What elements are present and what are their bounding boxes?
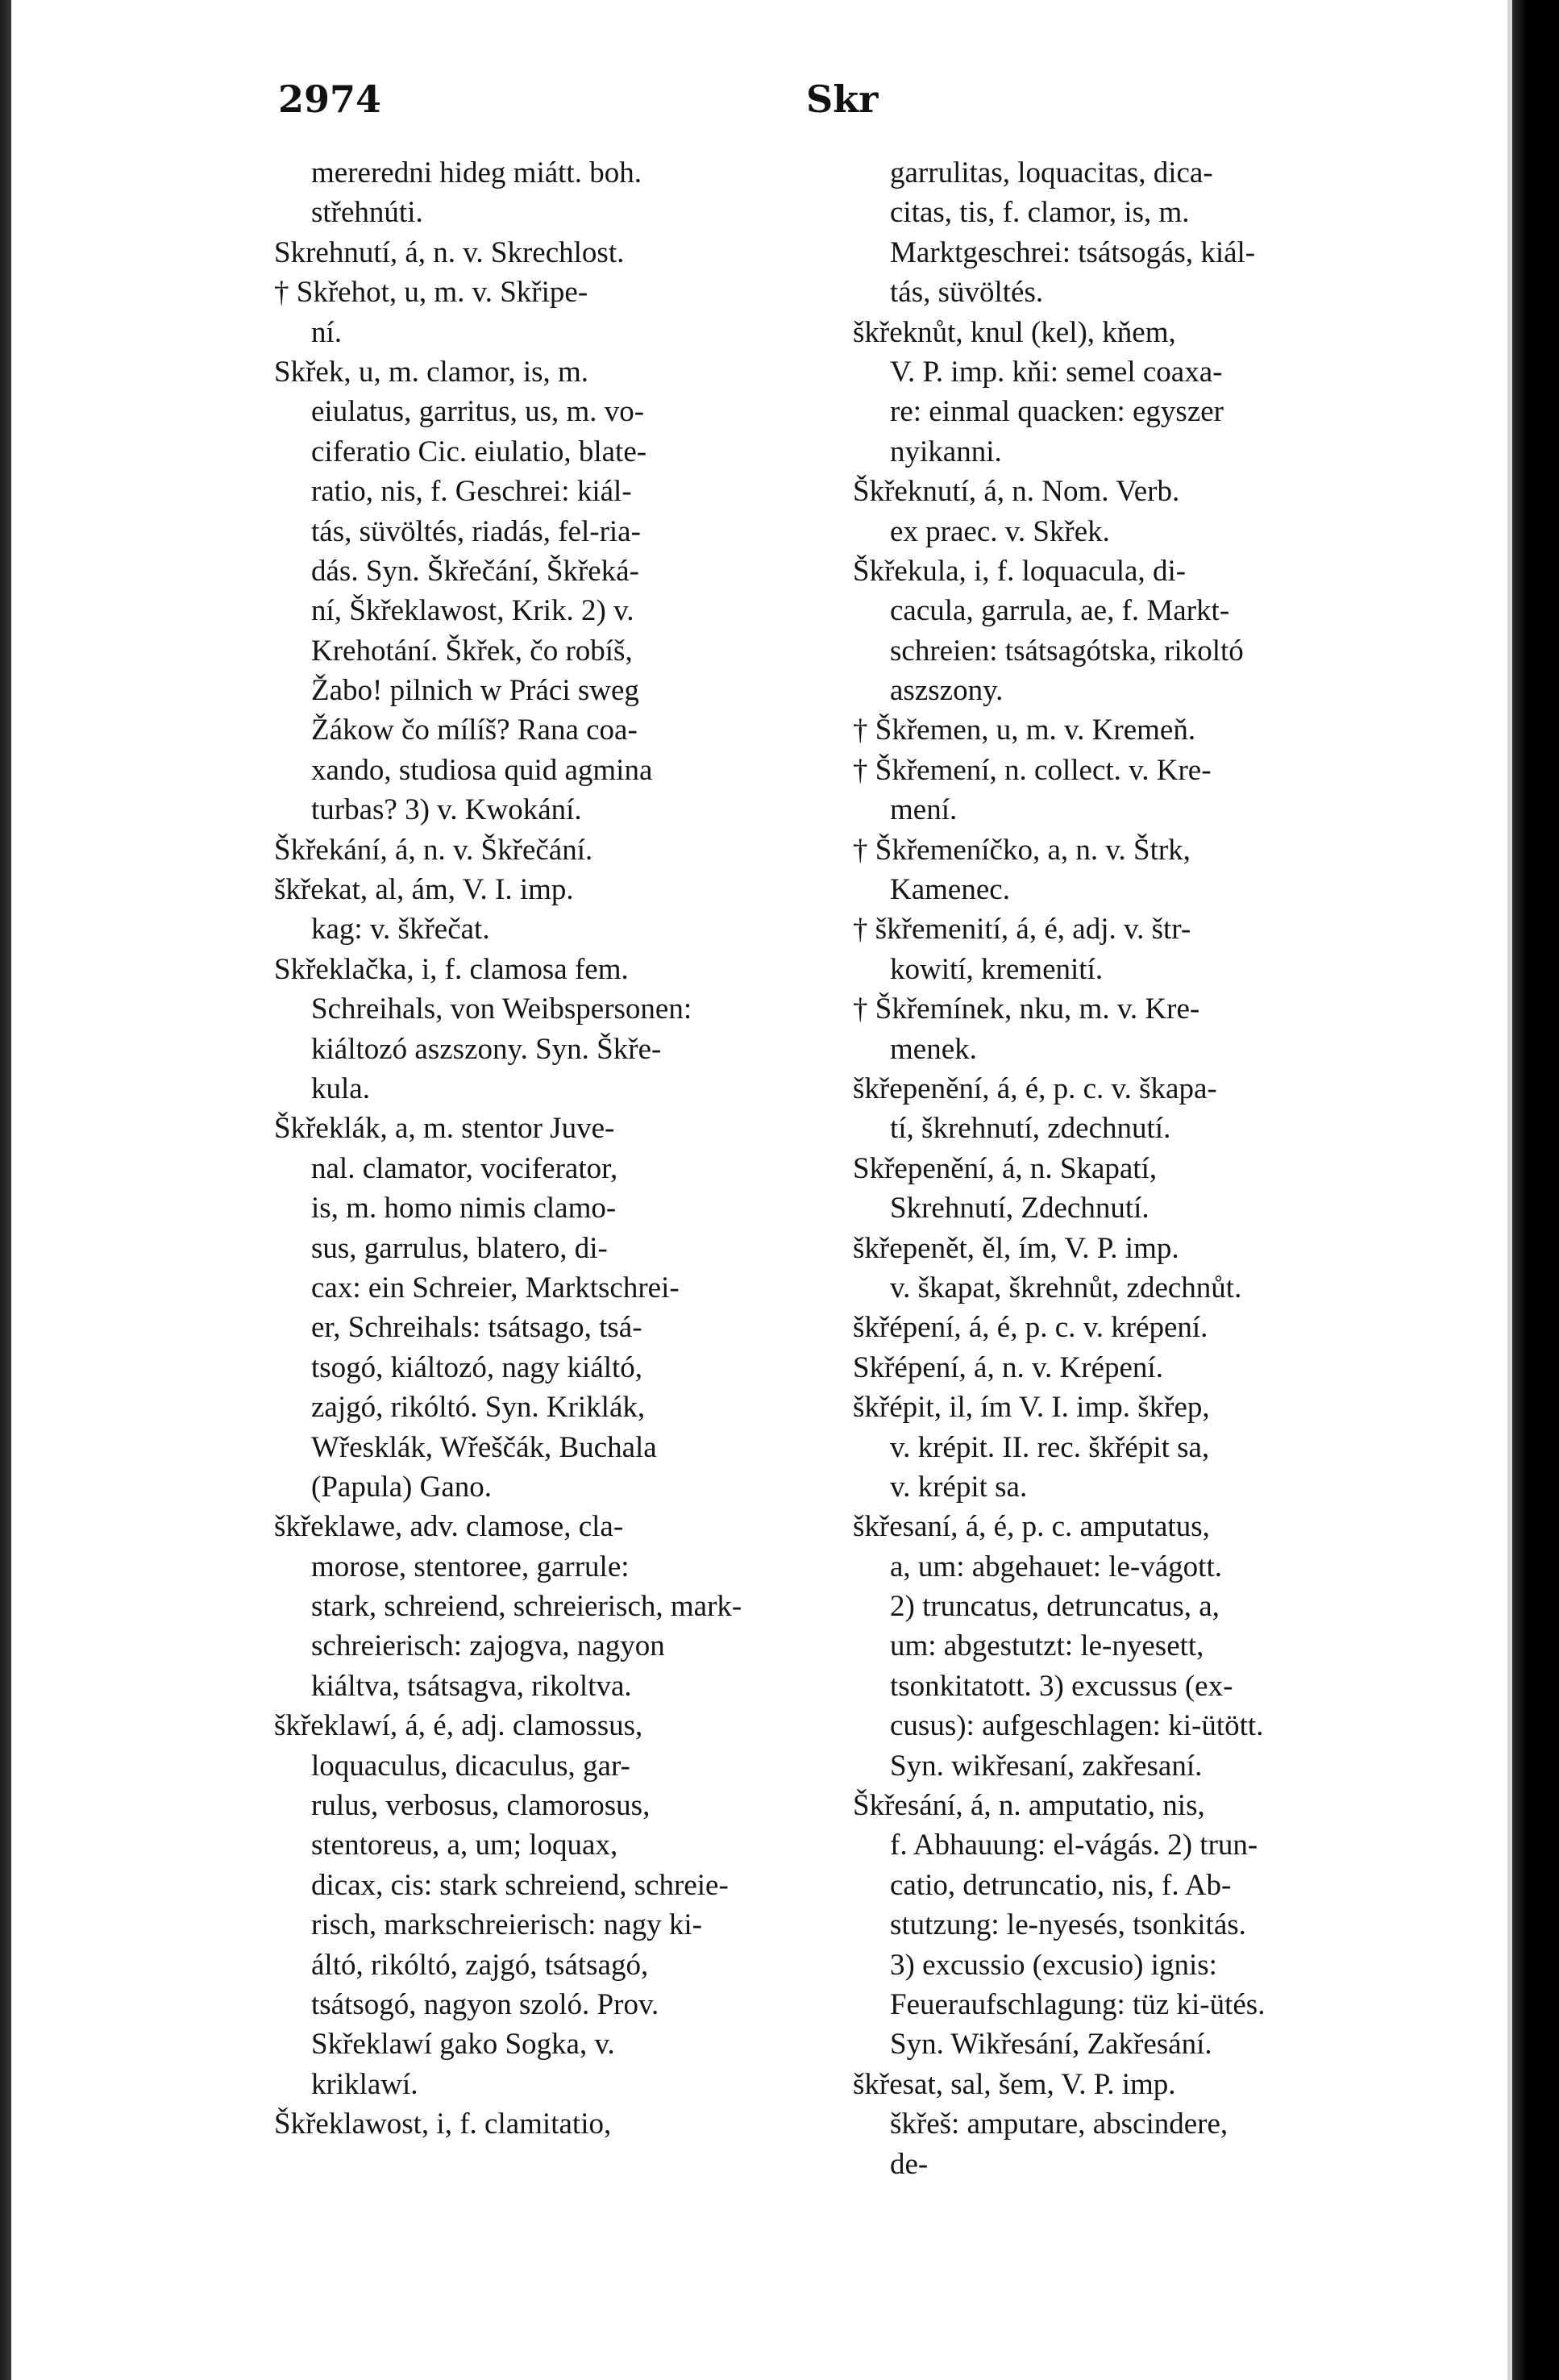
dictionary-line: Skřeklawí gako Sogka, v.	[311, 2028, 615, 2062]
dictionary-line: Skřeklačka, i, f. clamosa fem.	[274, 952, 629, 986]
dictionary-line: V. P. imp. kňi: semel coaxa-	[890, 355, 1223, 389]
dictionary-line: Skřépení, á, n. v. Krépení.	[853, 1350, 1163, 1384]
dictionary-line: xando, studiosa quid agmina	[311, 753, 653, 787]
dictionary-line: Škřekání, á, n. v. Škřečání.	[274, 833, 593, 867]
dictionary-line: škřepenění, á, é, p. c. v. škapa-	[853, 1071, 1217, 1105]
dictionary-line: schreierisch: zajogva, nagyon	[311, 1629, 665, 1663]
dictionary-line: Škřesání, á, n. amputatio, nis,	[853, 1789, 1205, 1823]
dictionary-line: tás, süvöltés.	[890, 276, 1044, 310]
dictionary-line: kiáltva, tsátsagva, rikoltva.	[311, 1669, 632, 1703]
dictionary-line: kriklawí.	[311, 2067, 418, 2101]
dictionary-line: Žákow čo mílíš? Rana coa-	[311, 714, 638, 747]
dictionary-line: áltó, rikóltó, zajgó, tsátsagó,	[311, 1948, 649, 1982]
dictionary-line: Wřesklák, Wřeščák, Buchala	[311, 1430, 657, 1464]
dictionary-line: v. krépit. II. rec. škřépit sa,	[890, 1430, 1210, 1464]
dictionary-line: škřeš: amputare, abscindere,	[890, 2107, 1228, 2141]
dictionary-line: re: einmal quacken: egyszer	[890, 395, 1224, 429]
dictionary-line: škřepenět, ěl, ím, V. P. imp.	[853, 1231, 1179, 1265]
dictionary-line: loquaculus, dicaculus, gar-	[311, 1749, 630, 1783]
dictionary-line: ní, Škřeklawost, Krik. 2) v.	[311, 594, 634, 628]
dictionary-line: stentoreus, a, um; loquax,	[311, 1829, 618, 1862]
dictionary-line: cusus): aufgeschlagen: ki-ütött.	[890, 1709, 1264, 1743]
left-column	[274, 153, 838, 2145]
dictionary-line: Kamenec.	[890, 873, 1010, 907]
dictionary-line: zajgó, rikóltó. Syn. Kriklák,	[311, 1391, 646, 1425]
dictionary-line: v. škapat, škrehnůt, zdechnůt.	[890, 1271, 1242, 1304]
page-number: 2974	[278, 77, 382, 121]
dictionary-line: Škřeknutí, á, n. Nom. Verb.	[853, 475, 1180, 509]
dictionary-line: citas, tis, f. clamor, is, m.	[890, 196, 1190, 230]
dictionary-line: tás, süvöltés, riadás, fel-ria-	[311, 514, 641, 548]
dictionary-line: † Škřemen, u, m. v. Kremeň.	[853, 714, 1196, 747]
dictionary-line: škřekat, al, ám, V. I. imp.	[274, 873, 574, 907]
dictionary-line: aszszony.	[890, 674, 1004, 708]
dictionary-line: Skrehnutí, Zdechnutí.	[890, 1192, 1150, 1225]
dictionary-line: Feueraufschlagung: tüz ki-ütés.	[890, 1987, 1266, 2021]
scan-left-border	[0, 0, 11, 2380]
dictionary-line: ex praec. v. Skřek.	[890, 514, 1110, 548]
dictionary-line: mení.	[890, 793, 958, 827]
dictionary-line: eiulatus, garritus, us, m. vo-	[311, 395, 645, 429]
dictionary-line: f. Abhauung: el-vágás. 2) trun-	[890, 1829, 1258, 1862]
dictionary-line: catio, detruncatio, nis, f. Ab-	[890, 1868, 1232, 1902]
dictionary-line: 2) truncatus, detruncatus, a,	[890, 1590, 1220, 1624]
dictionary-line: v. krépit sa.	[890, 1470, 1028, 1504]
dictionary-line: † Škřemení, n. collect. v. Kre-	[853, 753, 1212, 787]
dictionary-line: er, Schreihals: tsátsago, tsá-	[311, 1311, 642, 1345]
dictionary-line: dicax, cis: stark schreiend, schreie-	[311, 1868, 729, 1902]
dictionary-line: sus, garrulus, blatero, di-	[311, 1231, 608, 1265]
dictionary-line: † Skřehot, u, m. v. Skřipe-	[274, 276, 588, 310]
dictionary-line: škřesaní, á, é, p. c. amputatus,	[853, 1510, 1210, 1544]
dictionary-line: Skrehnutí, á, n. v. Skrechlost.	[274, 235, 625, 269]
dictionary-line: Škřeklák, a, m. stentor Juve-	[274, 1112, 615, 1146]
dictionary-line: tí, škrehnutí, zdechnutí.	[890, 1112, 1171, 1146]
dictionary-line: Krehotání. Škřek, čo robíš,	[311, 634, 633, 668]
dictionary-line: morose, stentoree, garrule:	[311, 1550, 630, 1583]
dictionary-line: tsogó, kiáltozó, nagy kiáltó,	[311, 1350, 643, 1384]
dictionary-line: is, m. homo nimis clamo-	[311, 1192, 617, 1225]
dictionary-line: škřeklawe, adv. clamose, cla-	[274, 1510, 624, 1544]
dictionary-line: schreien: tsátsagótska, rikoltó	[890, 634, 1244, 668]
dictionary-line: ní.	[311, 315, 343, 349]
dictionary-line: kowití, kremenití.	[890, 952, 1104, 986]
dictionary-line: kula.	[311, 1071, 370, 1105]
dictionary-line: Schreihals, von Weibspersonen:	[311, 992, 692, 1026]
dictionary-line: kiáltozó aszszony. Syn. Škře-	[311, 1032, 662, 1066]
scan-right-border	[1512, 0, 1559, 2380]
dictionary-line: Škřeklawost, i, f. clamitatio,	[274, 2107, 612, 2141]
dictionary-line: cacula, garrula, ae, f. Markt-	[890, 594, 1230, 628]
dictionary-line: Syn. Wikřesání, Zakřesání.	[890, 2028, 1212, 2062]
dictionary-line: de-	[890, 2147, 929, 2181]
dictionary-line: um: abgestutzt: le-nyesett,	[890, 1629, 1204, 1663]
dictionary-line: turbas? 3) v. Kwokání.	[311, 793, 582, 827]
dictionary-line: † Škřemínek, nku, m. v. Kre-	[853, 992, 1200, 1026]
dictionary-line: dás. Syn. Škřečání, Škřeká-	[311, 554, 639, 588]
dictionary-line: cax: ein Schreier, Marktschrei-	[311, 1271, 680, 1304]
dictionary-line: menek.	[890, 1032, 977, 1066]
dictionary-line: † škřemenití, á, é, adj. v. štr-	[853, 913, 1191, 947]
dictionary-line: škřépit, il, ím V. I. imp. škřep,	[853, 1391, 1210, 1425]
dictionary-line: škřeklawí, á, é, adj. clamossus,	[274, 1709, 643, 1743]
dictionary-line: (Papula) Gano.	[311, 1470, 492, 1504]
dictionary-line: a, um: abgehauet: le-vágott.	[890, 1550, 1222, 1583]
dictionary-line: Žabo! pilnich w Práci sweg	[311, 674, 639, 708]
dictionary-line: Skřek, u, m. clamor, is, m.	[274, 355, 589, 389]
dictionary-line: ratio, nis, f. Geschrei: kiál-	[311, 475, 632, 509]
dictionary-line: garrulitas, loquacitas, dica-	[890, 156, 1213, 189]
dictionary-line: † Škřemeníčko, a, n. v. Štrk,	[853, 833, 1191, 867]
dictionary-line: střehnúti.	[311, 196, 423, 230]
dictionary-line: Škřekula, i, f. loquacula, di-	[853, 554, 1187, 588]
dictionary-line: nal. clamator, vociferator,	[311, 1151, 618, 1185]
right-column	[853, 153, 1441, 2184]
dictionary-line: nyikanni.	[890, 435, 1002, 468]
dictionary-line: mereredni hideg miátt. boh.	[311, 156, 642, 189]
running-head: Skr	[806, 77, 879, 121]
dictionary-line: rulus, verbosus, clamorosus,	[311, 1789, 651, 1823]
dictionary-line: tsátsogó, nagyon szoló. Prov.	[311, 1987, 659, 2021]
dictionary-line: škřeknůt, knul (kel), kňem,	[853, 315, 1176, 349]
dictionary-line: škřesat, sal, šem, V. P. imp.	[853, 2067, 1176, 2101]
dictionary-line: Marktgeschrei: tsátsogás, kiál-	[890, 235, 1256, 269]
dictionary-line: kag: v. škřečat.	[311, 913, 490, 947]
dictionary-line: Syn. wikřesaní, zakřesaní.	[890, 1749, 1203, 1783]
dictionary-line: Skřepenění, á, n. Skapatí,	[853, 1151, 1158, 1185]
dictionary-line: tsonkitatott. 3) excussus (ex-	[890, 1669, 1233, 1703]
dictionary-line: risch, markschreierisch: nagy ki-	[311, 1908, 702, 1942]
dictionary-line: stark, schreiend, schreierisch, mark-	[311, 1590, 742, 1624]
dictionary-line: stutzung: le-nyesés, tsonkitás.	[890, 1908, 1246, 1942]
dictionary-line: škřépení, á, é, p. c. v. krépení.	[853, 1311, 1208, 1345]
dictionary-line: 3) excussio (excusio) ignis:	[890, 1948, 1217, 1982]
dictionary-line: ciferatio Cic. eiulatio, blate-	[311, 435, 647, 468]
